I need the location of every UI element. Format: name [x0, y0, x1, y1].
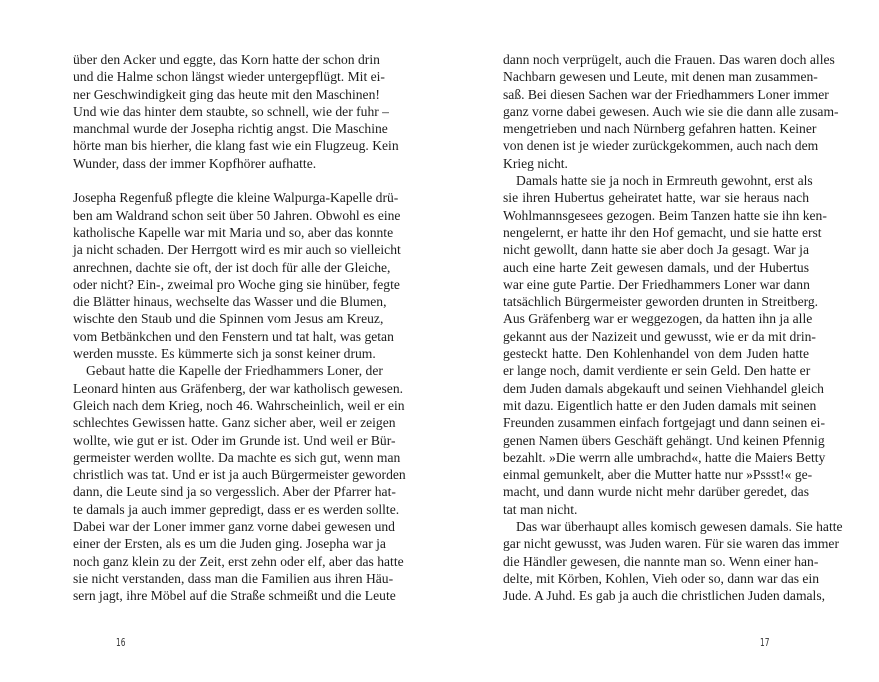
text-line: hörte man bis hierher, die klang fast wie ein Flugzeug. Kein [73, 138, 399, 154]
text-line: Wunder, dass der immer Kopfhörer aufhatte. [73, 155, 317, 171]
text-line: er lange noch, damit verdiente er sein Geld. Den hatte er [503, 363, 811, 379]
text-line: dann noch verprügelt, auch die Frauen. Das waren doch alles [503, 52, 835, 67]
page-text [73, 51, 406, 605]
page-number: 17 [760, 636, 770, 649]
text-line: genen Namen übers Geschäft gehängt. Und keinen Pfennig [503, 432, 825, 448]
text-line: Krieg nicht. [503, 155, 568, 171]
text-line: Aus Gräfenberg war er weggezogen, da hatten ihn ja alle [503, 311, 813, 327]
text-line: einer der Ersten, als es um die Juden ging. Josepha war ja [73, 536, 386, 552]
text-line: einmal gemunkelt, aber die Mutter hatte nur »Pssst!« ge- [503, 467, 813, 483]
text-line: sern jagt, ihre Möbel auf die Straße schmeißt und die Leute [73, 588, 396, 604]
text-line: Leonard hinten aus Gräfenberg, der war katholisch gewesen. [73, 380, 404, 396]
text-line: ner Geschwindigkeit ging das heute mit den Maschinen! [73, 86, 380, 102]
text-line: gesteckt hatte. Den Kohlenhandel von dem Juden hatte [503, 346, 809, 362]
text-line: wischte den Staub und die Spinnen vom Jesus am Kreuz, [73, 311, 384, 327]
text-line: die Blätter hinaus, wechselte das Wasser und die Blumen, [73, 294, 387, 310]
text-line: tat man nicht. [503, 501, 578, 517]
text-line: Und wie das hinter dem staubte, so schnell, wie der fuhr – [73, 103, 389, 119]
text-line: bezahlt. »Die werrn alle umbrachd«, hatte die Maiers Betty [503, 449, 826, 465]
paragraph-break [73, 172, 376, 189]
text-line: oder nicht? Ein-, zweimal pro Woche ging sie hinüber, fegte [73, 276, 400, 292]
text-line: schlechtes Gewissen hatte. Ganz sicher aber, weil er zeigen [73, 415, 396, 431]
text-line: germeister werden wollte. Da machte es sich gut, wenn man [73, 449, 401, 465]
text-line: ganz vorne dabei gewesen. Auch wie sie die dann alle zusam- [503, 103, 839, 119]
text-line: von denen ist je wieder zurückgekommen, auch nach dem [503, 138, 819, 154]
text-line: über den Acker und eggte, das Korn hatte der schon drin [73, 52, 380, 67]
text-line: dann, die Leute sind ja so vergesslich. Aber der Pfarrer hat- [73, 484, 396, 500]
text-line: mit dazu. Eigentlich hatte er den Juden damals mit seinen [503, 397, 817, 413]
text-line: tatsächlich Bürgermeister geworden drunten in Streitberg. [503, 294, 819, 310]
text-line: Jude. A Juhd. Es gab ja auch die christlichen Juden damals, [503, 588, 826, 604]
text-line: Wohlmannsgesees gezogen. Beim Tanzen hatte sie ihn ken- [503, 207, 827, 223]
text-line: sie nicht verstanden, dass man die Familien aus ihren Häu- [73, 570, 394, 586]
text-line: Dabei war der Loner immer ganz vorne dabei gewesen und [73, 519, 395, 535]
text-line: dem Juden damals abgekauft und seinen Viehhandel gleich [503, 380, 824, 396]
text-line: werden musste. Es kümmerte sich ja sonst keiner drum. [73, 346, 376, 362]
text-line: ja nicht schaden. Der Herrgott wird es mir auch so vielleicht [73, 242, 401, 258]
text-line: war eine gute Partie. Der Friedhammers Loner war dann [503, 276, 810, 292]
text-line: Das war überhaupt alles komisch gewesen damals. Sie hatte [516, 519, 843, 535]
left-page [0, 0, 439, 682]
text-line: mengetrieben und nach Nürnberg gefahren hatten. Keiner [503, 121, 817, 137]
text-line: noch ganz klein zu der Zeit, erst zehn oder elf, aber das hatte [73, 553, 404, 569]
text-line: manchmal wurde der Josepha richtig angst. Die Maschine [73, 121, 388, 137]
text-line: macht, und dann wurde nicht mehr darüber geredet, das [503, 484, 809, 500]
text-line: Damals hatte sie ja noch in Ermreuth gewohnt, erst als [516, 173, 813, 189]
text-line: nicht gewollt, dann hatte sie aber doch Ja gesagt. War ja [503, 242, 809, 258]
text-line: delte, mit Körben, Kohlen, Vieh oder so, dann war das ein [503, 570, 820, 586]
text-line: gar nicht gewusst, was Juden waren. Für sie waren das immer [503, 536, 839, 552]
text-line: Josepha Regenfuß pflegte die kleine Walpurga-Kapelle drü- [73, 190, 399, 206]
text-line: saß. Bei diesen Sachen war der Friedhammers Loner immer [503, 86, 829, 102]
page-text [503, 51, 843, 605]
page-number: 16 [116, 636, 126, 649]
text-line: katholische Kapelle war mit Maria und so, aber das konnte [73, 224, 394, 240]
text-line: christlich was tat. Und er ist ja auch Bürgermeister geworden [73, 467, 406, 483]
right-page [440, 0, 879, 682]
text-line: auch eine harte Zeit gewesen damals, und der Hubertus [503, 259, 809, 275]
text-line: gekannt aus der Nazizeit und gewusst, wie er da mit drin- [503, 328, 816, 344]
text-line: wollte, wie gut er ist. Oder im Grunde ist. Und weil er Bür- [73, 432, 396, 448]
text-line: Gebaut hatte die Kapelle der Friedhammers Loner, der [86, 363, 383, 379]
text-line: vom Betbänkchen und den Fenstern und tat halt, was getan [73, 328, 394, 344]
text-line: Freunden zusammen einfach fortgejagt und dann seinen ei- [503, 415, 825, 431]
text-line: anrechnen, dachte sie oft, der ist doch für alle der Gleiche, [73, 259, 391, 275]
text-line: ben am Waldrand schon seit über 50 Jahren. Obwohl es eine [73, 207, 401, 223]
text-line: Nachbarn gewesen und Leute, mit denen man zusammen- [503, 69, 818, 85]
text-line: Gleich nach dem Krieg, noch 46. Wahrscheinlich, weil er ein [73, 397, 405, 413]
text-line: te damals ja auch immer gepredigt, dass er es werden sollte. [73, 501, 400, 517]
text-line: und die Halme schon längst wieder untergepflügt. Mit ei- [73, 69, 385, 85]
text-line: die Händler gewesen, die nannte man so. Wenn einer han- [503, 553, 819, 569]
text-line: nengelernt, er hatte ihr den Hof gemacht, und sie hatte erst [503, 224, 822, 240]
text-line: sie ihren Hubertus geheiratet hatte, war sie heraus nach [503, 190, 809, 206]
